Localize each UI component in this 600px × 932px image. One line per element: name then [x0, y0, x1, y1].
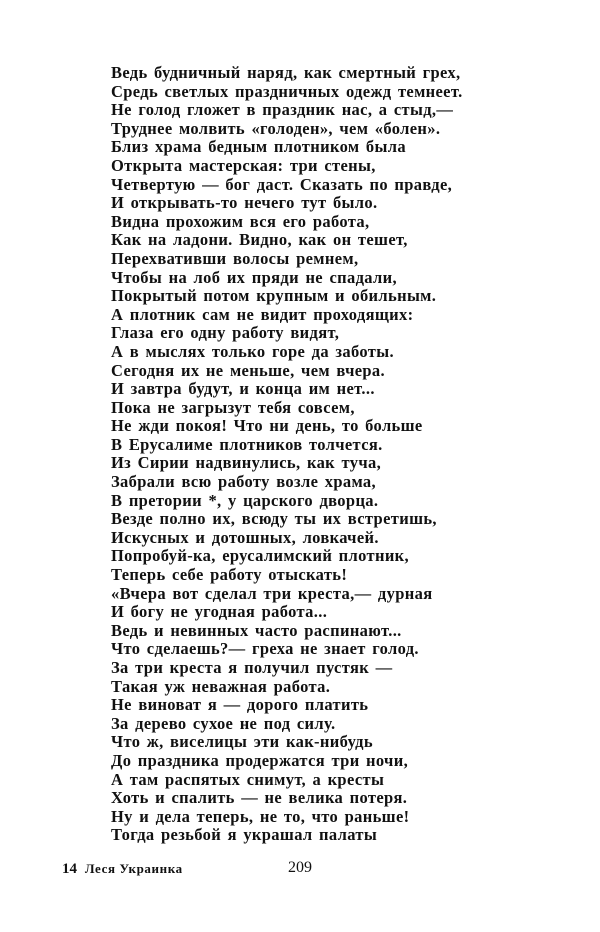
- poem-line: А в мыслях только горе да заботы.: [111, 341, 394, 361]
- poem-line: Везде полно их, всюду ты их встретишь,: [111, 509, 437, 529]
- poem-line: «Вчера вот сделал три креста,— дурная: [111, 583, 433, 603]
- poem-line: Покрытый потом крупным и обильным.: [111, 286, 437, 306]
- poem-line: А плотник сам не видит проходящих:: [111, 304, 414, 324]
- poem-line: За дерево сухое не под силу.: [111, 713, 336, 733]
- poem-line: Перехвативши волосы ремнем,: [111, 248, 359, 268]
- poem-line: А там распятых снимут, а кресты: [111, 769, 385, 789]
- signature-number: 14: [62, 861, 77, 877]
- poem-line: Видна прохожим вся его работа,: [111, 211, 370, 231]
- poem-line: Ведь и невинных часто распинают...: [111, 620, 402, 640]
- poem-line: Хоть и спалить — не велика потеря.: [111, 788, 408, 808]
- poem-line: Как на ладони. Видно, как он тешет,: [111, 230, 408, 250]
- poem-line: Что сделаешь?— греха не знает голод.: [111, 639, 419, 659]
- poem-line: И завтра будут, и конца им нет...: [111, 379, 375, 399]
- poem-line: В Ерусалиме плотников толчется.: [111, 434, 383, 454]
- poem-line: Сегодня их не меньше, чем вчера.: [111, 360, 385, 380]
- poem-line: Что ж, виселицы эти как-нибудь: [111, 732, 373, 752]
- poem-line: До праздника продержатся три ночи,: [111, 750, 409, 770]
- poem-line: Не голод гложет в праздник нас, а стыд,—: [111, 100, 454, 120]
- poem-line: Попробуй-ка, ерусалимский плотник,: [111, 546, 410, 566]
- poem-line: Теперь себе работу отыскать!: [111, 565, 348, 585]
- poem-text: [111, 64, 501, 845]
- poem-line: Четвертую — бог даст. Сказать по правде,: [111, 174, 453, 194]
- poem-line: Чтобы на лоб их пряди не спадали,: [111, 267, 397, 287]
- poem-line: Ведь будничный наряд, как смертный грех,: [111, 63, 461, 82]
- printer-signature: [62, 860, 183, 878]
- poem-line: Из Сирии надвинулись, как туча,: [111, 453, 382, 473]
- signature-author: Леся Украинка: [84, 861, 183, 876]
- poem-line: Забрали всю работу возле храма,: [111, 472, 377, 492]
- page-number: 209: [288, 859, 312, 876]
- poem-line: Труднее молвить «голоден», чем «болен».: [111, 118, 441, 138]
- poem-line: За три креста я получил пустяк —: [111, 658, 393, 677]
- poem-line: Тогда резьбой я украшал палаты: [111, 825, 378, 845]
- poem-line: И открывать-то нечего тут было.: [111, 193, 378, 213]
- poem-line: Не жди покоя! Что ни день, то больше: [111, 416, 423, 436]
- poem-line: Такая уж неважная работа.: [111, 676, 331, 696]
- poem-line: Средь светлых праздничных одежд темнеет.: [111, 81, 463, 101]
- poem-line: Открыта мастерская: три стены,: [111, 155, 376, 175]
- poem-line: Искусных и дотошных, ловкачей.: [111, 527, 379, 547]
- poem-line: И богу не угодная работа...: [111, 602, 328, 622]
- poem-line: Глаза его одну работу видят,: [111, 323, 340, 343]
- poem-line: Ну и дела теперь, не то, что раньше!: [111, 806, 410, 826]
- poem-line: Близ храма бедным плотником была: [111, 137, 406, 157]
- poem-line: Пока не загрызут тебя совсем,: [111, 397, 355, 417]
- poem-line: Не виноват я — дорого платить: [111, 695, 369, 715]
- poem-line: В претории *, у царского дворца.: [111, 490, 379, 510]
